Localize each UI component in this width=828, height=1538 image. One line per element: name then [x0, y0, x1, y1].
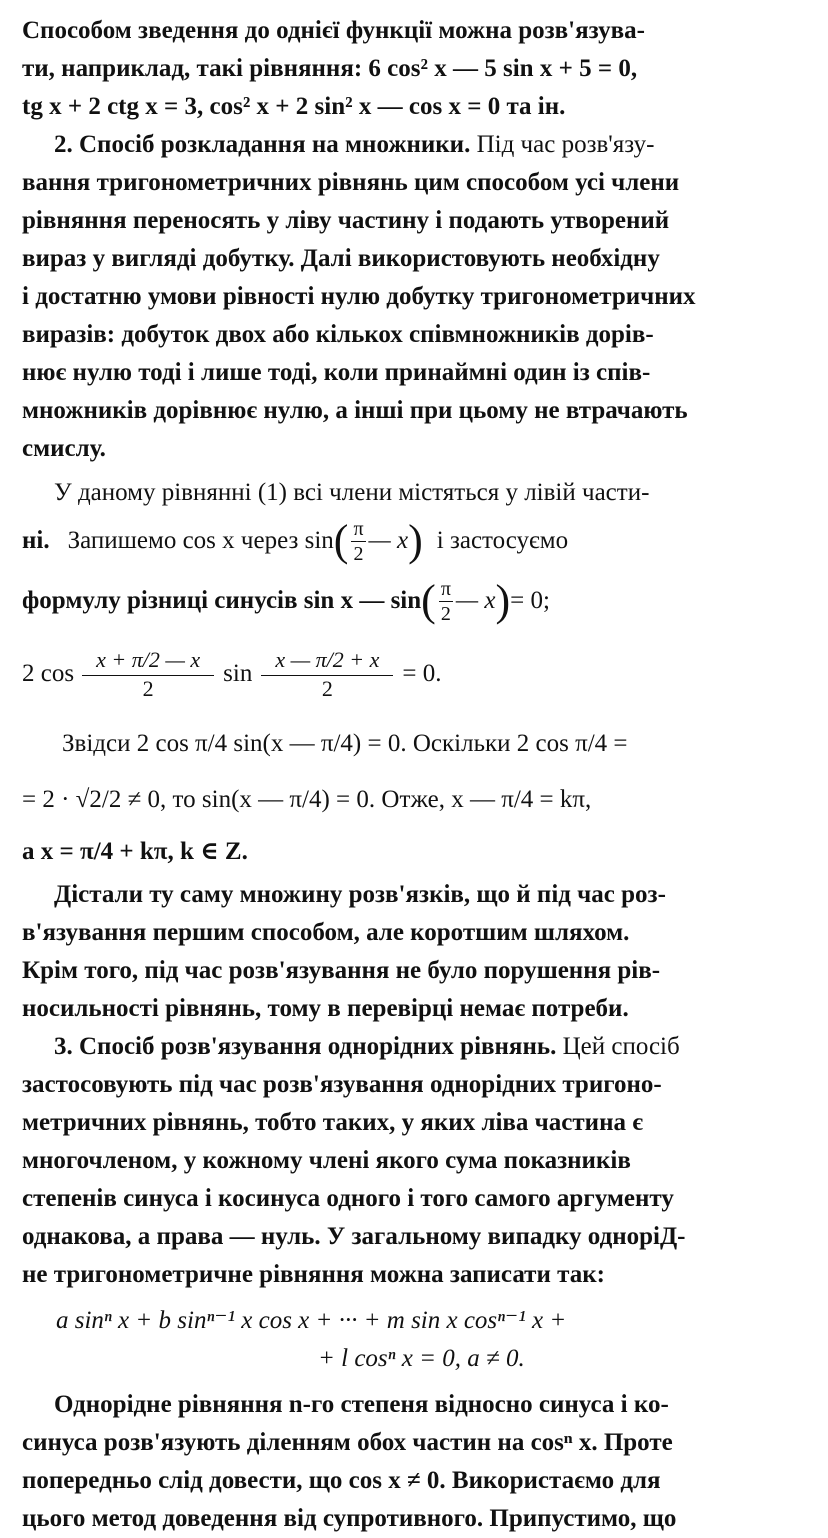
- text-line: степенів синуса і косинуса одного і того самого аргументу: [22, 1185, 674, 1212]
- text-line: синуса розв'язують діленням обох частин на cosⁿ x. Проте: [22, 1429, 673, 1456]
- text-line: а x = π/4 + kπ, k ∈ Z.: [22, 838, 248, 865]
- fraction-denominator: 2: [142, 675, 154, 701]
- example-line-3: формулу різниці синусів sin x — sin ( $\frac{\pi}{2}$ — x ) = 0;: [22, 576, 550, 625]
- text-line: смислу.: [22, 435, 106, 462]
- paragraph-reduction-method: [22, 12, 806, 126]
- cosine-sine-formula: [22, 632, 806, 716]
- text-line: ти, наприклад, такі рівняння: 6 cos² x — 5 sin x + 5 = 0,: [22, 55, 638, 82]
- text-line: многочленом, у кожному члені якого сума показників: [22, 1147, 631, 1174]
- text-line: Під час розв'язу-: [476, 131, 655, 158]
- text-line: не тригонометричне рівняння можна записати так:: [22, 1261, 605, 1288]
- text-line: = 2 · √2/2 ≠ 0, то sin(x — π/4) = 0. Отже, x — π/4 = kπ,: [22, 786, 592, 813]
- text-line: і достатню умови рівності нулю добутку тригонометричних: [22, 283, 696, 310]
- section-heading: 2. Спосіб розкладання на множники.: [54, 131, 471, 158]
- text-line: Однорідне рівняння n-го степеня відносно синуса і ко-: [54, 1391, 669, 1418]
- equation-line: a sinⁿ x + b sinⁿ⁻¹ x cos x + ··· + m sin x cosⁿ⁻¹ x +: [56, 1307, 567, 1334]
- paragraph-homogeneous-solution: [22, 1386, 806, 1538]
- text-line: застосовують під час розв'язування однорідних тригоно-: [22, 1071, 662, 1098]
- text-line: Способом зведення до однієї функції можна розв'язува-: [22, 17, 645, 44]
- text-line: Цей спосіб: [562, 1033, 680, 1060]
- text-line: однакова, а права — нуль. У загальному випадку одноріД-: [22, 1223, 686, 1250]
- section-factorization: [22, 126, 806, 468]
- text-line: виразів: добуток двох або кількох співмножників дорів-: [22, 321, 654, 348]
- text-line: Звідси 2 cos π/4 sin(x — π/4) = 0. Оскільки 2 cos π/4 =: [62, 730, 628, 757]
- text-fragment: Запишемо cos x через sin: [67, 527, 334, 554]
- text-line: У даному рівнянні (1) всі члени містяться у лівій части-: [54, 479, 650, 506]
- text-line: в'язування першим способом, але коротшим шляхом.: [22, 919, 630, 946]
- fraction-formula-1: [82, 646, 214, 701]
- text-line: метричних рівнянь, тобто таких, у яких ліва частина є: [22, 1109, 644, 1136]
- text-line: Дістали ту саму множину розв'язків, що й під час роз-: [54, 881, 666, 908]
- fraction-denominator: 2: [321, 675, 333, 701]
- section-heading: 3. Спосіб розв'язування однорідних рівнянь.: [54, 1033, 557, 1060]
- text-line: вання тригонометричних рівнянь цим способом усі члени: [22, 169, 680, 196]
- text-line: tg x + 2 ctg x = 3, cos² x + 2 sin² x — cos x = 0 та ін.: [22, 93, 566, 120]
- paragraph-conclusion: [22, 876, 806, 1028]
- section-homogeneous: [22, 1028, 806, 1378]
- text-fragment: ні.: [22, 527, 50, 554]
- text-line: цього метод доведення від супротивного. Припустимо, що: [22, 1505, 677, 1532]
- example-line-2: ні. Запишемо cos x через sin ( $\frac{\pi}{2}$ — x ) і застосуємо: [22, 516, 569, 565]
- worked-example: [22, 474, 806, 876]
- fraction-pi-over-2: $\frac{\pi}{2}$: [440, 577, 451, 625]
- text-line: вираз у вигляді добутку. Далі використовують необхідну: [22, 245, 660, 272]
- formula-text: = 0.: [402, 660, 442, 687]
- formula-text: sin: [223, 660, 253, 687]
- equation-line: + l cosⁿ x = 0, a ≠ 0.: [318, 1345, 525, 1372]
- text-line: рівняння переносять у ліву частину і подають утворений: [22, 207, 670, 234]
- text-line: Крім того, під час розв'язування не було порушення рів-: [22, 957, 661, 984]
- text-fragment: формулу різниці синусів sin x — sin: [22, 587, 422, 614]
- text-line: множників дорівнює нулю, а інші при цьому не втрачають: [22, 397, 688, 424]
- text-fragment: і застосуємо: [436, 527, 569, 554]
- fraction-numerator: x — π/2 + x: [261, 649, 393, 676]
- fraction-pi-over-2: $\frac{\pi}{2}$: [353, 517, 364, 565]
- fraction-formula-2: [261, 646, 393, 701]
- formula-text: 2 cos: [22, 660, 75, 687]
- text-line: попередньо слід довести, що cos x ≠ 0. Використаємо для: [22, 1467, 661, 1494]
- fraction-numerator: x + π/2 — x: [82, 649, 214, 676]
- text-line: носильності рівнянь, тому в перевірці немає потреби.: [22, 995, 629, 1022]
- text-fragment: = 0;: [510, 587, 550, 614]
- text-line: нює нулю тоді і лише тоді, коли принаймні один із спів-: [22, 359, 651, 386]
